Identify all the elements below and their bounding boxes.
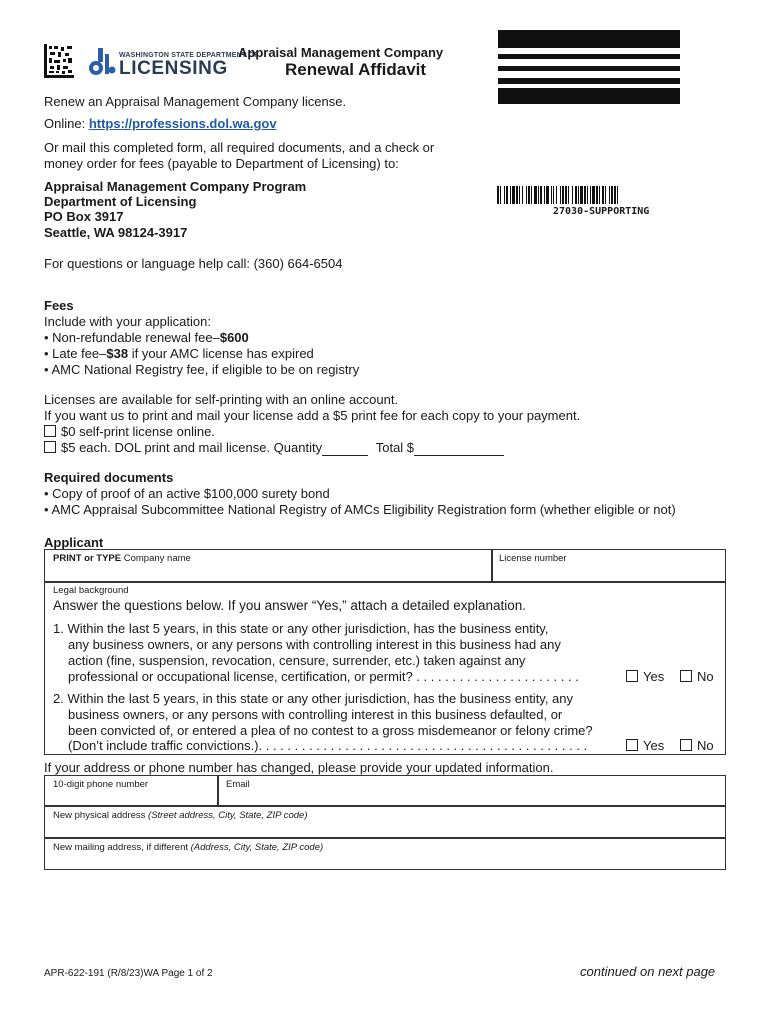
option-self-print: $0 self-print license online. (44, 424, 215, 440)
company-label: Company name (121, 553, 191, 564)
mail-line-2: money order for fees (payable to Department of Licensing) to: (44, 156, 399, 171)
office-use-bar (498, 54, 680, 59)
mailing-address-line: Department of Licensing (44, 194, 197, 209)
mailing-address-line: Seattle, WA 98124-3917 (44, 225, 188, 240)
q1-yes-option: Yes (626, 669, 664, 685)
self-print-checkbox[interactable] (44, 425, 56, 437)
q2-no-option: No (680, 738, 714, 754)
legal-instructions: Answer the questions below. If you answer “Yes,” attach a detailed explanation. (53, 598, 527, 613)
fee-item-registry: • AMC National Registry fee, if eligible to be on registry (44, 362, 360, 377)
question-1-line: action (fine, suspension, revocation, censure, surrender, etc.) taken against any (68, 653, 526, 668)
q1-no-checkbox[interactable] (680, 670, 692, 682)
mailing-address-line: Appraisal Management Company Program (44, 179, 307, 194)
office-use-bar (498, 30, 680, 48)
q2-yes-checkbox[interactable] (626, 739, 638, 751)
required-item-registry: • AMC Appraisal Subcommittee National Registry of AMCs Eligibility Registration form (whether eligible or not) (44, 502, 676, 517)
q1-no-option: No (680, 669, 714, 685)
agency-name: LICENSING (119, 58, 228, 79)
license-number-field[interactable] (491, 549, 726, 583)
office-use-bar (498, 66, 680, 71)
fees-include: Include with your application: (44, 314, 211, 329)
change-note: If your address or phone number has changed, please provide your updated information. (44, 760, 554, 775)
required-heading: Required documents (44, 470, 174, 485)
question-2-line: business owners, or any persons with controlling interest in this business defaulted, or (68, 707, 563, 722)
question-1-line: 1. Within the last 5 years, in this state or any other jurisdiction, has the business entity, (53, 621, 549, 636)
barcode-label: 27030-SUPPORTING (553, 206, 650, 217)
q2-no-checkbox[interactable] (680, 739, 692, 751)
question-2-line: been convicted of, or entered a plea of no contest to a gross misdemeanor or felony crime? (68, 723, 593, 738)
help-text: For questions or language help call: (360) 664-6504 (44, 256, 343, 271)
q1-yes-checkbox[interactable] (626, 670, 638, 682)
phone-label: 10-digit phone number (53, 779, 149, 790)
mail-line-1: Or mail this completed form, all required documents, and a check or (44, 140, 435, 155)
physical-address-field[interactable] (44, 805, 726, 839)
form-number: APR-622-191 (R/8/23)WA Page 1 of 2 (44, 968, 213, 979)
legal-label: Legal background (53, 585, 129, 596)
form-title-line2: Renewal Affidavit (285, 60, 427, 79)
fee-item-late: • Late fee–$38 if your AMC license has expired (44, 346, 314, 361)
dol-logo (88, 48, 116, 76)
physical-hint: (Street address, City, State, ZIP code) (148, 810, 308, 821)
print-line-1: Licenses are available for self-printing with an online account. (44, 392, 399, 407)
question-1-line: professional or occupational license, certification, or permit? . . . . . . . . . . . . . . . . . . . . . . . (68, 669, 579, 684)
quantity-field[interactable] (322, 443, 368, 456)
required-item-bond: • Copy of proof of an active $100,000 surety bond (44, 486, 330, 501)
company-label-bold: PRINT or TYPE (53, 553, 122, 564)
option-mail-print: $5 each. DOL print and mail license. Quantity Total $ (44, 440, 504, 456)
agency-line: WASHINGTON STATE DEPARTMENT OF (119, 52, 259, 59)
email-field[interactable] (217, 775, 726, 807)
continued-note: continued on next page (580, 964, 716, 979)
fee-item-renewal: • Non-refundable renewal fee–$600 (44, 330, 249, 345)
renew-text: Renew an Appraisal Management Company license. (44, 94, 347, 109)
question-1-line: any business owners, or any persons with controlling interest in this business had any (68, 637, 561, 652)
mailing-address-field[interactable] (44, 837, 726, 870)
question-2-line: (Don’t include traffic convictions.). . . . . . . . . . . . . . . . . . . . . . . . . . . . . . . . . . . . . . . . . . . . . . (68, 738, 588, 753)
email-label: Email (226, 779, 250, 790)
office-use-bar (498, 88, 680, 104)
online-line (44, 116, 277, 132)
license-label: License number (499, 553, 567, 564)
office-use-bar (498, 78, 680, 84)
online-label: Online: (44, 116, 89, 131)
company-name-field[interactable] (44, 549, 493, 583)
print-line-2: If you want us to print and mail your license add a $5 print fee for each copy to your payment. (44, 408, 581, 423)
q2-yes-option: Yes (626, 738, 664, 754)
barcode-icon (497, 186, 701, 204)
question-2-line: 2. Within the last 5 years, in this state or any other jurisdiction, has the business entity, any (53, 691, 574, 706)
applicant-heading: Applicant (44, 535, 104, 550)
mailing-label: New mailing address, if different (53, 842, 188, 853)
mail-print-checkbox[interactable] (44, 441, 56, 453)
online-url-link[interactable]: https://professions.dol.wa.gov (88, 116, 277, 131)
legal-background-section (44, 581, 726, 755)
fees-heading: Fees (44, 298, 74, 313)
form-title-line1: Appraisal Management Company (238, 45, 444, 60)
phone-field[interactable] (44, 775, 219, 807)
total-field[interactable] (414, 443, 504, 456)
mailing-address-line: PO Box 3917 (44, 209, 124, 224)
physical-label: New physical address (53, 810, 146, 821)
qr-code-icon (44, 44, 74, 78)
mailing-hint: (Address, City, State, ZIP code) (190, 842, 324, 853)
